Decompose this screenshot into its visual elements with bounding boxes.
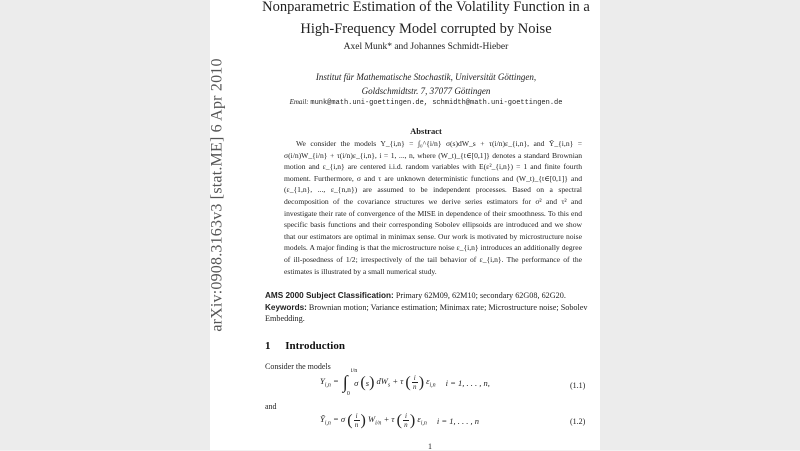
email-line — [260, 98, 592, 107]
title-line-2: High-Frequency Model corrupted by Noise — [300, 21, 552, 37]
email-label: Email: — [289, 98, 309, 106]
left-background — [0, 0, 210, 450]
affiliation-line-2: Goldschmidtstr. 7, 37077 Göttingen — [361, 86, 491, 96]
equation-1: $Y_{i,n}$ = ∫ i/n 0 σ ( s ) $dW_s + \tau$ ( $\frac{i}{n}$ ) $\varepsilon_{i,n}$ i = 1, . . . , n, — [320, 368, 490, 397]
affiliation — [260, 70, 592, 98]
right-background — [600, 0, 800, 450]
arxiv-stamp — [208, 60, 228, 330]
page-number: 1 — [428, 442, 432, 451]
classification-block — [265, 290, 590, 325]
authors: Axel Munk* and Johannes Schmidt-Hieber — [343, 42, 509, 52]
email-addresses[interactable]: munk@math.uni-goettingen.de, schmidth@math.uni-goettingen.de — [310, 99, 563, 107]
title-line-1: Nonparametric Estimation of the Volatility Function in a — [262, 0, 590, 15]
section-heading — [265, 340, 345, 352]
section-title: Introduction — [285, 340, 345, 352]
equation-2-number: (1.2) — [570, 417, 586, 426]
arxiv-id: arXiv:0908.3163v3 [stat.ME] 6 Apr 2010 — [209, 58, 227, 332]
section-number: 1 — [265, 340, 271, 352]
abstract-text: We consider the models Y_{i,n} = ∫₀^{i/n} σ(s)dW_s + τ(i/n)ε_{i,n}, and Ỹ_{i,n} = σ(i/n)W_{i/n} + τ(i/n)ε_{i,n}, i = 1, ..., n, where (W_t)_{t∈[0,1]} denotes a standard Brownian motion and ε_{i,n} are centered i.i.d. random variables with E(ε²_{i,n}) = 1 and finite fourth moment. Furthermore, σ and τ are unknown deterministic functions and (W_t)_{t∈[0,1]} and (ε_{1,n}, ..., ε_{n,n}) are assumed to be independent processes. Based on a spectral decomposition of the covariance structures we derive series estimators for σ² and τ² and investigate their rate of convergence of the MISE in dependence of their smoothness. To this end specific basis functions and their corresponding Sobolev ellipsoids are introduced and we show that our estimators are optimal in minimax sense. Our work is motivated by microstructure noise models. A major finding is that the microstructure noise ε_{i,n} introduces an additionally degree of ill-posedness of 1/2; irrespectively of the tail behavior of ε_{i,n}. The performance of the estimates is illustrated by a small numerical study. — [284, 139, 582, 276]
equation-2: Ỹ$_{i,n}$ = σ ( $\frac{i}{n}$ ) $W_{i/n} + \tau$ ( $\frac{i}{n}$ ) $\varepsilon_{i,n}$ i = 1, . . . , n — [320, 411, 480, 429]
paper-title — [260, 0, 592, 40]
msc-text: Primary 62M09, 62M10; secondary 62G08, 62G20. — [395, 291, 566, 300]
equation-1-number: (1.1) — [570, 381, 586, 390]
affiliation-line-1: Institut für Mathematische Stochastik, Universität Göttingen, — [315, 72, 537, 82]
msc-label: AMS 2000 Subject Classification: — [265, 291, 394, 300]
and-text: and — [265, 402, 277, 411]
consider-text: Consider the models — [265, 362, 331, 371]
abstract-heading: Abstract — [410, 126, 442, 136]
keywords-text: Brownian motion; Variance estimation; Minimax rate; Microstructure noise; Sobolev Embedding. — [265, 302, 588, 323]
keywords-label: Keywords: — [265, 302, 307, 312]
